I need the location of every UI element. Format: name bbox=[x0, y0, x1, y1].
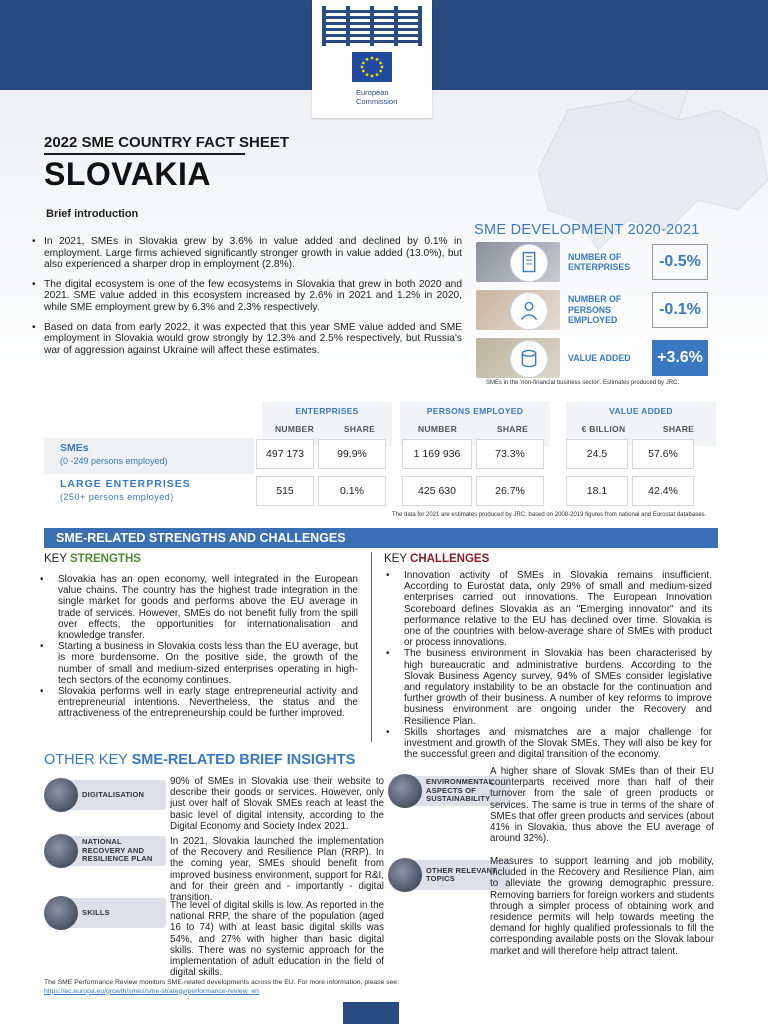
table-cell: 42.4% bbox=[632, 476, 694, 506]
logo-text: European Commission bbox=[356, 88, 398, 106]
kpi-label: VALUE ADDED bbox=[568, 352, 631, 363]
kpi-value-added bbox=[476, 338, 716, 382]
insight-text: A higher share of Slovak SMEs than of their EU counterparts received more than half of their turnover from the sale of green products or services. The same is true in terms of the share of SMEs that offer green products and services (about 41% in Slovakia, thus above the EU average of around 32%). bbox=[490, 766, 714, 845]
kpi-value: +3.6% bbox=[652, 340, 708, 376]
tag-environmental: ENVIRONMENTAL ASPECTS OF SUSTAINABILITY bbox=[392, 776, 510, 806]
intro-bullet: • In 2021, SMEs in Slovakia grew by 3.6% in value added and declined by 0.1% in employment. Large firms achieved significantly stronger growth in value added (13.0%), but also experienced a sharper drop in employment (2.8%). bbox=[30, 236, 462, 271]
kpi-value: -0.5% bbox=[652, 244, 708, 280]
table-cell: 99.9% bbox=[318, 439, 386, 469]
intro-bullet: • The digital ecosystem is one of the few ecosystems in Slovakia that grew in both 2020 and 2021. SME value added in this ecosystem increased by 2.6% in 2021 and 1.2% in 2020, while SME employment grew by 6.3% and 2.3% respectively. bbox=[30, 279, 462, 314]
kpi-enterprises bbox=[476, 242, 716, 286]
people-icon bbox=[510, 292, 548, 330]
insight-text: Measures to support learning and job mobility, included in the Recovery and Resilience Plan, aim to alleviate the growing demographic pressure. Removing barriers for foreign workers and students through a simpler process of obtaining work and residence permits will help towards meeting the demand for highly qualified professionals to fill the corresponding available posts on the Slovak labour market and will therefore help attract talent. bbox=[490, 856, 714, 957]
strengths-list bbox=[36, 574, 358, 720]
country-title: SLOVAKIA bbox=[44, 156, 211, 192]
recovery-plan-icon bbox=[44, 834, 78, 868]
other-insights-heading: OTHER KEY SME-RELATED BRIEF INSIGHTS bbox=[44, 752, 356, 768]
title-underline bbox=[44, 153, 245, 155]
table-cell: 73.3% bbox=[476, 439, 544, 469]
table-cell: 18.1 bbox=[566, 476, 628, 506]
table-cell: 26.7% bbox=[476, 476, 544, 506]
kpi-value: -0.1% bbox=[652, 292, 708, 328]
table-cell: 24.5 bbox=[566, 439, 628, 469]
table-header-enterprises: ENTERPRISES NUMBER SHARE bbox=[262, 402, 392, 446]
challenges-list bbox=[382, 570, 712, 760]
insight-text: 90% of SMEs in Slovakia use their website to describe their goods or services. However, only just over half of Slovak SMEs reach at least the basic level of digital intensity, according to the Digital Economy and Society Index 2021. bbox=[170, 776, 384, 832]
table-row-label: LARGE ENTERPRISES (250+ persons employed) bbox=[44, 474, 254, 510]
table-cell: 425 630 bbox=[402, 476, 472, 506]
sme-development-note: SMEs in the 'non-financial business sector'. Estimates produced by JRC. bbox=[486, 380, 680, 386]
performance-review-link[interactable]: https://ec.europa.eu/growth/smes/sme-strategy/performance-review_en bbox=[44, 987, 259, 995]
eu-flag-icon bbox=[352, 52, 392, 82]
kpi-label: NUMBER OF PERSONS EMPLOYED bbox=[568, 294, 622, 326]
european-commission-logo bbox=[312, 0, 432, 118]
other-topics-icon bbox=[388, 858, 422, 892]
table-cell: 497 173 bbox=[256, 439, 314, 469]
table-header-value-added: VALUE ADDED € BILLION SHARE bbox=[566, 402, 716, 446]
table-header-persons: PERSONS EMPLOYED NUMBER SHARE bbox=[400, 402, 550, 446]
challenge-item: • The business environment in Slovakia has been characterised by high bureaucratic and administrative burdens. According to the Slovak Business Agency survey, 94% of SMEs consider legislative and regulatory instability to be an obstacle for the continuation and further growth of their business. A number of key reforms to improve business environment are ongoing under the Recovery and Resilience Plan. bbox=[382, 648, 712, 726]
berlaymont-building-icon bbox=[320, 4, 424, 48]
coins-icon bbox=[510, 340, 548, 378]
table-cell: 1 169 936 bbox=[402, 439, 472, 469]
table-note: The data for 2021 are estimates produced by JRC, based on 2008-2019 figures from national and Eurostat databases. bbox=[392, 512, 707, 518]
challenge-item: • Innovation activity of SMEs in Slovakia remains insufficient. According to Eurostat data, only 29% of small and medium-sized enterprises carried out innovations. The European Innovation Scoreboard defines Slovakia as an "Emerging innovator" and its performance relative to the EU has declined over time. Slovakia is one of the countries with below-average share of SMEs with product or process innovations. bbox=[382, 570, 712, 648]
table-cell: 0.1% bbox=[318, 476, 386, 506]
building-icon bbox=[510, 244, 548, 282]
fact-sheet-title: 2022 SME COUNTRY FACT SHEET bbox=[44, 134, 290, 151]
intro-bullet: • Based on data from early 2022, it was expected that this year SME value added and SME employment in Slovakia would grow strongly by 12.3% and 2.5% respectively, but Russia's war of aggression against Ukraine will affect these estimates. bbox=[30, 322, 462, 357]
page-marker bbox=[343, 1002, 399, 1024]
kpi-label: NUMBER OF ENTERPRISES bbox=[568, 251, 631, 272]
table-cell: 515 bbox=[256, 476, 314, 506]
tag-other-topics: OTHER RELEVANT TOPICS bbox=[392, 860, 510, 890]
insight-text: In 2021, Slovakia launched the implementation of the Recovery and Resilience Plan (RRP). In the coming year, SMEs should benefit from improved business environment, support for R&I, and for their green and - importantly - digital transition. bbox=[170, 836, 384, 904]
tag-digitalisation: DIGITALISATION bbox=[48, 780, 166, 810]
column-divider bbox=[371, 552, 372, 742]
skills-icon bbox=[44, 896, 78, 930]
digitalisation-icon bbox=[44, 778, 78, 812]
brief-intro-heading: Brief introduction bbox=[46, 208, 139, 220]
footer-note: The SME Performance Review monitors SME-related developments across the EU. For more information, please see: https://ec.europa.eu/growth/smes/sme-strategy/performance-review_en bbox=[44, 979, 400, 995]
strengths-challenges-bar: SME-RELATED STRENGTHS AND CHALLENGES bbox=[44, 528, 718, 548]
table-cell: 57.6% bbox=[632, 439, 694, 469]
tag-recovery-plan: NATIONAL RECOVERY AND RESILIENCE PLAN bbox=[48, 836, 166, 866]
sme-development-title: SME DEVELOPMENT 2020-2021 bbox=[474, 222, 700, 238]
environment-icon bbox=[388, 774, 422, 808]
strength-item: • Slovakia performs well in early stage entrepreneurial activity and entrepreneurial intentions. Nevertheless, the status and the attractiveness of the entrepreneurship could be further improved. bbox=[36, 686, 358, 720]
intro-bullet-list bbox=[30, 236, 462, 364]
tag-skills: SKILLS bbox=[48, 898, 166, 928]
insight-text: The level of digital skills is low. As reported in the national RRP, the share of the population (aged 16 to 74) with at least basic digital skills was 54%, and 27% with higher than basic digital skills. There was no systemic approach for the implementation of adult education in the field of digital skills. bbox=[170, 900, 384, 979]
key-challenges-heading: KEY CHALLENGES bbox=[384, 553, 490, 565]
challenge-item: • Skills shortages and mismatches are a major challenge for investment and growth of the Slovak SMEs. They will also be key for the successful green and digital transition of the economy. bbox=[382, 727, 712, 761]
table-row-label: SMEs (0 -249 persons employed) bbox=[44, 438, 254, 474]
kpi-persons-employed bbox=[476, 290, 716, 334]
key-strengths-heading: KEY STRENGTHS bbox=[44, 553, 141, 565]
strength-item: • Slovakia has an open economy, well integrated in the European value chains. The country has the highest trade integration in the single market for goods and performs above the EU average in trade of services. However, SMEs do not benefit fully from the spill over effects, the opportunities for internationalisation and knowledge transfer. bbox=[36, 574, 358, 641]
strength-item: • Starting a business in Slovakia costs less than the EU average, but is more burdensome. On the positive side, the growth of the number of small and medium-sized enterprises operating in high-tech sectors of the economy continues. bbox=[36, 641, 358, 686]
